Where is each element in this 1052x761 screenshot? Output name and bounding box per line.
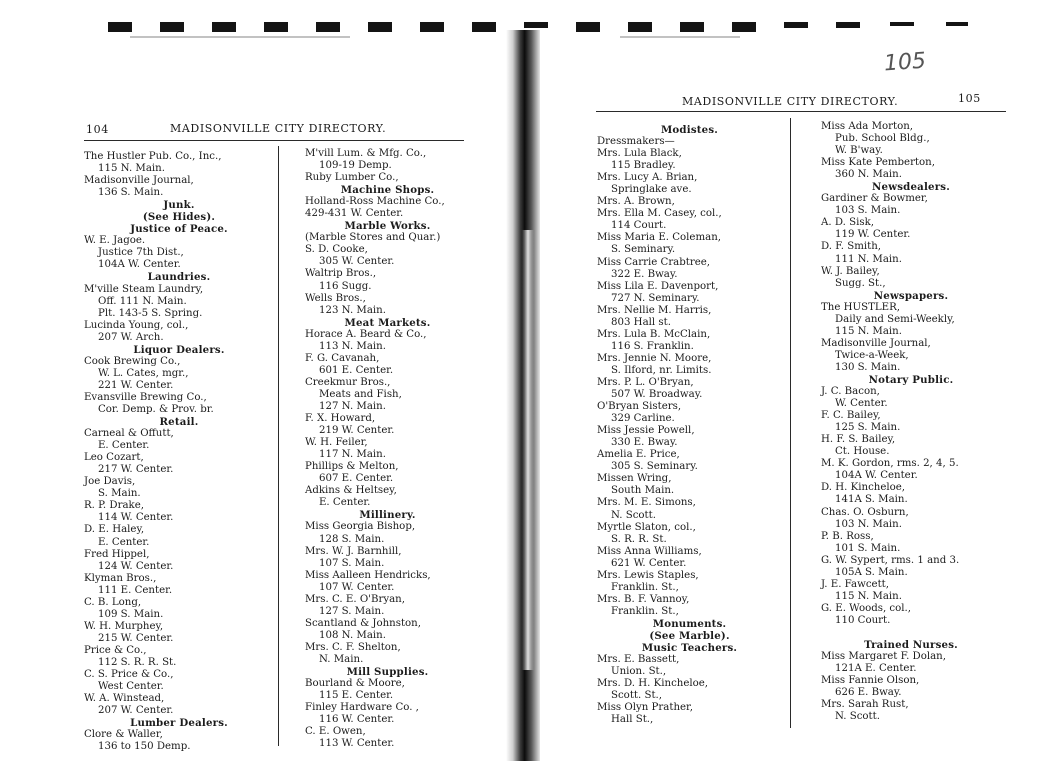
- entry-name: Scantland & Johnston,: [305, 617, 421, 629]
- entry-name: Miss Carrie Crabtree,: [597, 256, 711, 268]
- entry-name: Klyman Bros.,: [84, 572, 157, 584]
- entry-name: D. E. Haley,: [84, 524, 145, 536]
- entry-name: W. H. Feiler,: [305, 437, 368, 449]
- entry-name: Ruby Lumber Co.,: [305, 172, 399, 184]
- right-column-2: [821, 121, 1001, 723]
- gutter-highlight: [522, 230, 534, 670]
- entry-name: W. A. Winstead,: [84, 693, 165, 705]
- entry-address: 107 W. Center.: [319, 581, 395, 593]
- entry-address: 305 W. Center.: [319, 256, 395, 268]
- category-heading: Mill Supplies.: [346, 666, 429, 679]
- entry-name: Miss Georgia Bishop,: [305, 521, 416, 533]
- entry-address: Union. St.,: [611, 666, 667, 678]
- category-heading: Marble Works.: [344, 220, 431, 233]
- category-heading: Trained Nurses.: [864, 639, 958, 652]
- entry-address: 207 W. Arch.: [98, 331, 164, 343]
- entry-name: Miss Aalleen Hendricks,: [305, 569, 431, 581]
- entry-name: Wells Bros.,: [305, 292, 366, 304]
- entry-address: 115 Bradley.: [611, 160, 676, 172]
- entry-name: Holland-Ross Machine Co.,: [305, 196, 445, 208]
- entry-name: C. E. Owen,: [305, 726, 366, 738]
- entry-name: J. C. Bacon,: [821, 386, 880, 398]
- category-heading: Junk.: [163, 199, 195, 212]
- entry-address: 104A W. Center.: [835, 470, 918, 482]
- entry-address: Hall St.,: [611, 714, 654, 726]
- entry-address: Springlake ave.: [611, 184, 692, 196]
- entry-name: W. J. Bailey,: [821, 265, 880, 277]
- entry-name: C. S. Price & Co.,: [84, 669, 174, 681]
- category-heading: Monuments.: [652, 617, 727, 630]
- entry-address: S. R. R. St.: [611, 533, 667, 545]
- entry-address: 621 W. Center.: [611, 557, 687, 569]
- entry-name: Miss Maria E. Coleman,: [597, 232, 721, 244]
- entry-name: (Marble Stores and Quar.): [305, 232, 441, 244]
- entry-name: M'ville Steam Laundry,: [84, 283, 204, 295]
- entry-address: 116 S. Franklin.: [611, 340, 694, 352]
- entry-name: Mrs. Lucy A. Brian,: [597, 172, 698, 184]
- entry-address: Sugg. St.,: [835, 277, 886, 289]
- entry-address: 322 E. Bway.: [611, 268, 678, 280]
- entry-name: C. B. Long,: [84, 596, 142, 608]
- entry-name: Mrs. Lewis Staples,: [597, 569, 699, 581]
- entry-name: Myrtle Slaton, col.,: [597, 521, 696, 533]
- category-heading: Machine Shops.: [340, 184, 435, 197]
- entry-name: Chas. O. Osburn,: [821, 506, 909, 518]
- entry-address: West Center.: [98, 681, 164, 693]
- scan-noise: [130, 36, 350, 38]
- entry-name: Price & Co.,: [84, 644, 147, 656]
- entry-address: 219 W. Center.: [319, 425, 395, 437]
- entry-address: 109 S. Main.: [98, 608, 164, 620]
- entry-address: 121A E. Center.: [835, 663, 917, 675]
- entry-address: 360 N. Main.: [835, 169, 902, 181]
- entry-address: 103 N. Main.: [835, 518, 902, 530]
- entry-name: R. P. Drake,: [84, 500, 144, 512]
- entry-address: N. Scott.: [835, 711, 880, 723]
- entry-address: 116 W. Center.: [319, 714, 395, 726]
- left-header-rule: [84, 140, 464, 141]
- entry-name: Miss Anna Williams,: [597, 545, 702, 557]
- entry-address: 105A S. Main.: [835, 566, 908, 578]
- entry-address: 136 to 150 Demp.: [98, 741, 191, 753]
- entry-address: 217 W. Center.: [98, 464, 174, 476]
- category-heading: (See Hides).: [142, 211, 216, 224]
- entry-name: Missen Wring,: [597, 473, 672, 485]
- entry-address: Franklin. St.,: [611, 581, 679, 593]
- entry-name: Mrs. Jennie N. Moore,: [597, 352, 712, 364]
- entry-address: E. Center.: [98, 536, 150, 548]
- entry-address: 125 S. Main.: [835, 422, 901, 434]
- entry-address: South Main.: [611, 485, 675, 497]
- entry-address: 803 Hall st.: [611, 316, 671, 328]
- entry-address: E. Center.: [319, 497, 371, 509]
- right-page-number: 105: [958, 92, 981, 105]
- entry-name: Mrs. Nellie M. Harris,: [597, 304, 712, 316]
- entry-name: A. D. Sisk,: [821, 217, 874, 229]
- category-heading: Meat Markets.: [344, 316, 431, 329]
- binding-marks: [100, 22, 1040, 36]
- entry-name: W. H. Murphey,: [84, 620, 164, 632]
- entry-address: 116 Sugg.: [319, 280, 372, 292]
- entry-name: Mrs. M. E. Simons,: [597, 497, 696, 509]
- entry-address: N. Scott.: [611, 509, 656, 521]
- entry-name: Adkins & Heltsey,: [305, 485, 397, 497]
- entry-address: 117 N. Main.: [319, 449, 386, 461]
- category-heading: Millinery.: [359, 509, 416, 522]
- entry-address: 626 E. Bway.: [835, 687, 902, 699]
- entry-name: Waltrip Bros.,: [305, 268, 377, 280]
- category-heading: (See Marble).: [649, 629, 730, 642]
- category-heading: Laundries.: [147, 271, 211, 284]
- entry-address: 110 Court.: [835, 614, 891, 626]
- category-heading: Newsdealers.: [872, 181, 950, 194]
- entry-address: 108 N. Main.: [319, 629, 386, 641]
- entry-address: 109-19 Demp.: [319, 160, 392, 172]
- entry-address: S. Main.: [98, 488, 141, 500]
- entry-name: Phillips & Melton,: [305, 461, 399, 473]
- entry-name: P. B. Ross,: [821, 530, 874, 542]
- entry-address: 111 E. Center.: [98, 584, 173, 596]
- entry-name: Madisonville Journal,: [84, 175, 194, 187]
- entry-address: 127 S. Main.: [319, 605, 385, 617]
- entry-address: 104A W. Center.: [98, 259, 181, 271]
- right-column-1: [597, 124, 782, 726]
- entry-name: D. H. Kincheloe,: [821, 482, 906, 494]
- entry-name: Creekmur Bros.,: [305, 376, 391, 388]
- entry-address: Twice-a-Week,: [835, 349, 909, 361]
- entry-address: N. Main.: [319, 653, 364, 665]
- entry-address: 115 N. Main.: [835, 590, 902, 602]
- left-column-divider: [278, 146, 279, 746]
- entry-name: F. X. Howard,: [305, 413, 376, 425]
- entry-address: Off. 111 N. Main.: [98, 295, 187, 307]
- category-heading: Newspapers.: [873, 289, 949, 302]
- entry-address: 124 W. Center.: [98, 560, 174, 572]
- entry-name: F. G. Cavanah,: [305, 352, 380, 364]
- entry-name: G. E. Woods, col.,: [821, 602, 912, 614]
- entry-address: S. Seminary.: [611, 244, 676, 256]
- entry-address: 111 N. Main.: [835, 253, 902, 265]
- entry-name: G. W. Sypert, rms. 1 and 3.: [821, 554, 960, 566]
- entry-name: Carneal & Offutt,: [84, 428, 174, 440]
- entry-address: 207 W. Center.: [98, 705, 174, 717]
- entry-name: Mrs. P. L. O'Bryan,: [597, 376, 694, 388]
- entry-address: 141A S. Main.: [835, 494, 908, 506]
- entry-name: Evansville Brewing Co.,: [84, 391, 207, 403]
- entry-name: H. F. S. Bailey,: [821, 434, 896, 446]
- entry-address: 127 N. Main.: [319, 400, 386, 412]
- entry-name: M. K. Gordon, rms. 2, 4, 5.: [821, 458, 959, 470]
- entry-name: The HUSTLER,: [821, 301, 900, 313]
- entry-name: Horace A. Beard & Co.,: [305, 328, 427, 340]
- entry-address: Plt. 143-5 S. Spring.: [98, 307, 203, 319]
- entry-name: Mrs. D. H. Kincheloe,: [597, 678, 709, 690]
- entry-name: Clore & Waller,: [84, 729, 163, 741]
- entry-address: 113 W. Center.: [319, 738, 395, 750]
- entry-name: Mrs. Sarah Rust,: [821, 699, 909, 711]
- entry-address: 601 E. Center.: [319, 364, 394, 376]
- entry-name: Dressmakers—: [597, 136, 675, 148]
- entry-address: S. Ilford, nr. Limits.: [611, 364, 712, 376]
- entry-name: Mrs. C. E. O'Bryan,: [305, 593, 405, 605]
- entry-address: Pub. School Bldg.,: [835, 133, 930, 145]
- entry-name: Miss Margaret F. Dolan,: [821, 651, 946, 663]
- entry-address: Daily and Semi-Weekly,: [835, 313, 955, 325]
- entry-name: W. E. Jagoe.: [84, 235, 146, 247]
- entry-address: 329 Carline.: [611, 413, 675, 425]
- entry-address: Franklin. St.,: [611, 605, 679, 617]
- right-column-divider: [790, 118, 791, 728]
- entry-name: Mrs. W. J. Barnhill,: [305, 545, 402, 557]
- entry-address: E. Center.: [98, 440, 150, 452]
- category-heading: Lumber Dealers.: [130, 717, 228, 730]
- entry-address: W. L. Cates, mgr.,: [98, 367, 189, 379]
- entry-name: Madisonville Journal,: [821, 337, 931, 349]
- entry-address: Meats and Fish,: [319, 388, 402, 400]
- entry-address: 119 W. Center.: [835, 229, 911, 241]
- category-heading: Liquor Dealers.: [133, 343, 225, 356]
- entry-name: Joe Davis,: [84, 476, 136, 488]
- entry-name: M'vill Lum. & Mfg. Co.,: [305, 148, 427, 159]
- entry-name: Gardiner & Bowmer,: [821, 193, 928, 205]
- entry-address: 115 N. Main.: [98, 163, 165, 175]
- entry-name: Mrs. Ella M. Casey, col.,: [597, 208, 722, 220]
- entry-address: 727 N. Seminary.: [611, 292, 700, 304]
- handwritten-page-number: 105: [883, 48, 927, 77]
- entry-name: J. E. Fawcett,: [821, 578, 890, 590]
- entry-address: 136 S. Main.: [98, 187, 164, 199]
- entry-name: Mrs. A. Brown,: [597, 196, 675, 208]
- entry-name: [821, 627, 1001, 639]
- entry-name: Mrs. Lula B. McClain,: [597, 328, 711, 340]
- right-page-header: MADISONVILLE CITY DIRECTORY.: [682, 95, 899, 108]
- category-heading: Notary Public.: [868, 373, 954, 386]
- entry-name: O'Bryan Sisters,: [597, 401, 682, 413]
- entry-name: D. F. Smith,: [821, 241, 882, 253]
- entry-name: Miss Ada Morton,: [821, 121, 914, 132]
- entry-address: 330 E. Bway.: [611, 437, 678, 449]
- entry-address: 215 W. Center.: [98, 632, 174, 644]
- entry-address: Scott. St.,: [611, 690, 663, 702]
- entry-name: The Hustler Pub. Co., Inc.,: [84, 151, 222, 162]
- category-heading: Justice of Peace.: [130, 223, 228, 236]
- entry-address: 507 W. Broadway.: [611, 389, 703, 401]
- entry-name: Miss Olyn Prather,: [597, 702, 694, 714]
- entry-name: Amelia E. Price,: [597, 449, 680, 461]
- entry-name: Miss Lila E. Davenport,: [597, 280, 719, 292]
- category-heading: Modistes.: [660, 124, 719, 136]
- entry-address: 115 E. Center.: [319, 690, 394, 702]
- entry-address: 114 Court.: [611, 220, 667, 232]
- entry-address: Cor. Demp. & Prov. br.: [98, 403, 214, 415]
- entry-address: 607 E. Center.: [319, 473, 394, 485]
- entry-address: 114 W. Center.: [98, 512, 174, 524]
- entry-name: F. C. Bailey,: [821, 410, 881, 422]
- scan-noise: [620, 36, 740, 38]
- entry-name: S. D. Cooke,: [305, 244, 368, 256]
- entry-name: Cook Brewing Co.,: [84, 355, 181, 367]
- category-heading: Music Teachers.: [641, 642, 738, 655]
- entry-address: 130 S. Main.: [835, 361, 901, 373]
- entry-name: Mrs. Lula Black,: [597, 148, 682, 160]
- entry-name: Mrs. E. Bassett,: [597, 654, 680, 666]
- entry-address: 115 N. Main.: [835, 325, 902, 337]
- left-column-1: [84, 151, 274, 753]
- left-page-number: 104: [86, 123, 109, 136]
- entry-address: 128 S. Main.: [319, 533, 385, 545]
- entry-address: 305 S. Seminary.: [611, 461, 698, 473]
- left-page-header: MADISONVILLE CITY DIRECTORY.: [170, 122, 387, 135]
- entry-address: Justice 7th Dist.,: [98, 247, 184, 259]
- entry-address: 113 N. Main.: [319, 340, 386, 352]
- entry-name: Leo Cozart,: [84, 452, 144, 464]
- entry-address: Ct. House.: [835, 446, 890, 458]
- entry-address: W. Center.: [835, 398, 888, 410]
- entry-address: 123 N. Main.: [319, 304, 386, 316]
- entry-address: W. B'way.: [835, 145, 883, 157]
- entry-address: 107 S. Main.: [319, 557, 385, 569]
- entry-name: Miss Fannie Olson,: [821, 675, 920, 687]
- entry-name: 429-431 W. Center.: [305, 208, 404, 220]
- entry-name: Finley Hardware Co. ,: [305, 702, 419, 714]
- entry-name: Mrs. B. F. Vannoy,: [597, 593, 690, 605]
- entry-address: 103 S. Main.: [835, 205, 901, 217]
- right-header-rule: [596, 111, 1006, 112]
- entry-name: Miss Jessie Powell,: [597, 425, 695, 437]
- left-column-2: [305, 148, 470, 750]
- category-heading: Retail.: [159, 416, 199, 429]
- entry-name: Bourland & Moore,: [305, 678, 405, 690]
- entry-name: Fred Hippel,: [84, 548, 150, 560]
- entry-address: 221 W. Center.: [98, 379, 174, 391]
- entry-name: Mrs. C. F. Shelton,: [305, 641, 401, 653]
- entry-address: 101 S. Main.: [835, 542, 901, 554]
- entry-address: 112 S. R. R. St.: [98, 656, 177, 668]
- entry-name: Lucinda Young, col.,: [84, 319, 189, 331]
- entry-name: Miss Kate Pemberton,: [821, 157, 935, 169]
